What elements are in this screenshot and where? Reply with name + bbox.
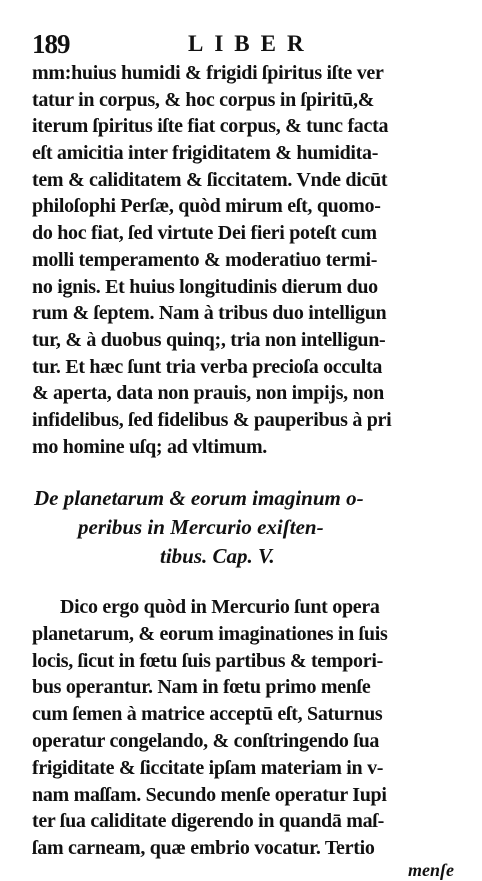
chapter-heading-line: tibus. Cap. V. <box>160 544 275 568</box>
text-line: ter ſua caliditate digerendo in quandā maſ- <box>32 810 384 833</box>
text-line: eſt amicitia inter frigiditatem & humidita- <box>32 142 379 165</box>
text-line: rum & ſeptem. Nam à tribus duo intelligun <box>32 302 387 325</box>
text-line: ſam carneam, quæ embrio vocatur. Tertio <box>32 837 375 860</box>
chapter-paragraph <box>32 594 472 862</box>
chapter-heading-line: peribus in Mercurio exiſten- <box>78 515 324 539</box>
text-line: infidelibus, ſed fidelibus & pauperibus à pri <box>32 408 392 431</box>
text-line: frigiditate & ſiccitate ipſam materiam in v- <box>32 756 384 779</box>
paragraph-continued <box>32 60 472 460</box>
text-line: tur. Et hæc ſunt tria verba precioſa occulta <box>32 355 383 378</box>
catchword: menſe <box>408 860 454 880</box>
text-line: bus operantur. Nam in fœtu primo menſe <box>32 676 371 699</box>
text-line: planetarum, & eorum imaginationes in ſuis <box>32 622 388 645</box>
text-line: & aperta, data non prauis, non impijs, non <box>32 382 384 405</box>
text-line: mo homine uſq; ad vltimum. <box>32 435 268 458</box>
text-line: operatur congelando, & conſtringendo ſua <box>32 729 380 752</box>
text-line: tatur in corpus, & hoc corpus in ſpiritū,& <box>32 88 375 111</box>
text-line: Dico ergo quòd in Mercurio ſunt opera <box>60 596 380 618</box>
text-line: cum ſemen à matrice acceptū eſt, Saturnus <box>32 703 383 726</box>
text-line: no ignis. Et huius longitudinis dierum duo <box>32 275 378 298</box>
text-line: molli temperamento & moderatiuo termi- <box>32 248 378 271</box>
text-line: locis, ſicut in fœtu ſuis partibus & tempori- <box>32 649 383 672</box>
running-title: LIBER <box>188 31 315 56</box>
text-line: mm:huius humidi & frigidi ſpiritus iſte ver <box>32 62 384 84</box>
page-header <box>0 29 482 61</box>
page-number: 189 <box>32 29 70 59</box>
text-line: tur, & à duobus quinq;, tria non intelligun- <box>32 328 386 351</box>
chapter-heading <box>32 484 472 571</box>
text-line: philoſophi Perſæ, quòd mirum eſt, quomo- <box>32 195 381 218</box>
text-line: tem & caliditatem & ſiccitatem. Vnde dicūt <box>32 168 388 191</box>
chapter-heading-line: De planetarum & eorum imaginum o- <box>34 486 364 510</box>
text-line: iterum ſpiritus iſte fiat corpus, & tunc facta <box>32 115 389 138</box>
text-line: do hoc fiat, ſed virtute Dei fieri poteſt cum <box>32 222 377 245</box>
text-line: nam maſſam. Secundo menſe operatur Iupi <box>32 783 387 806</box>
